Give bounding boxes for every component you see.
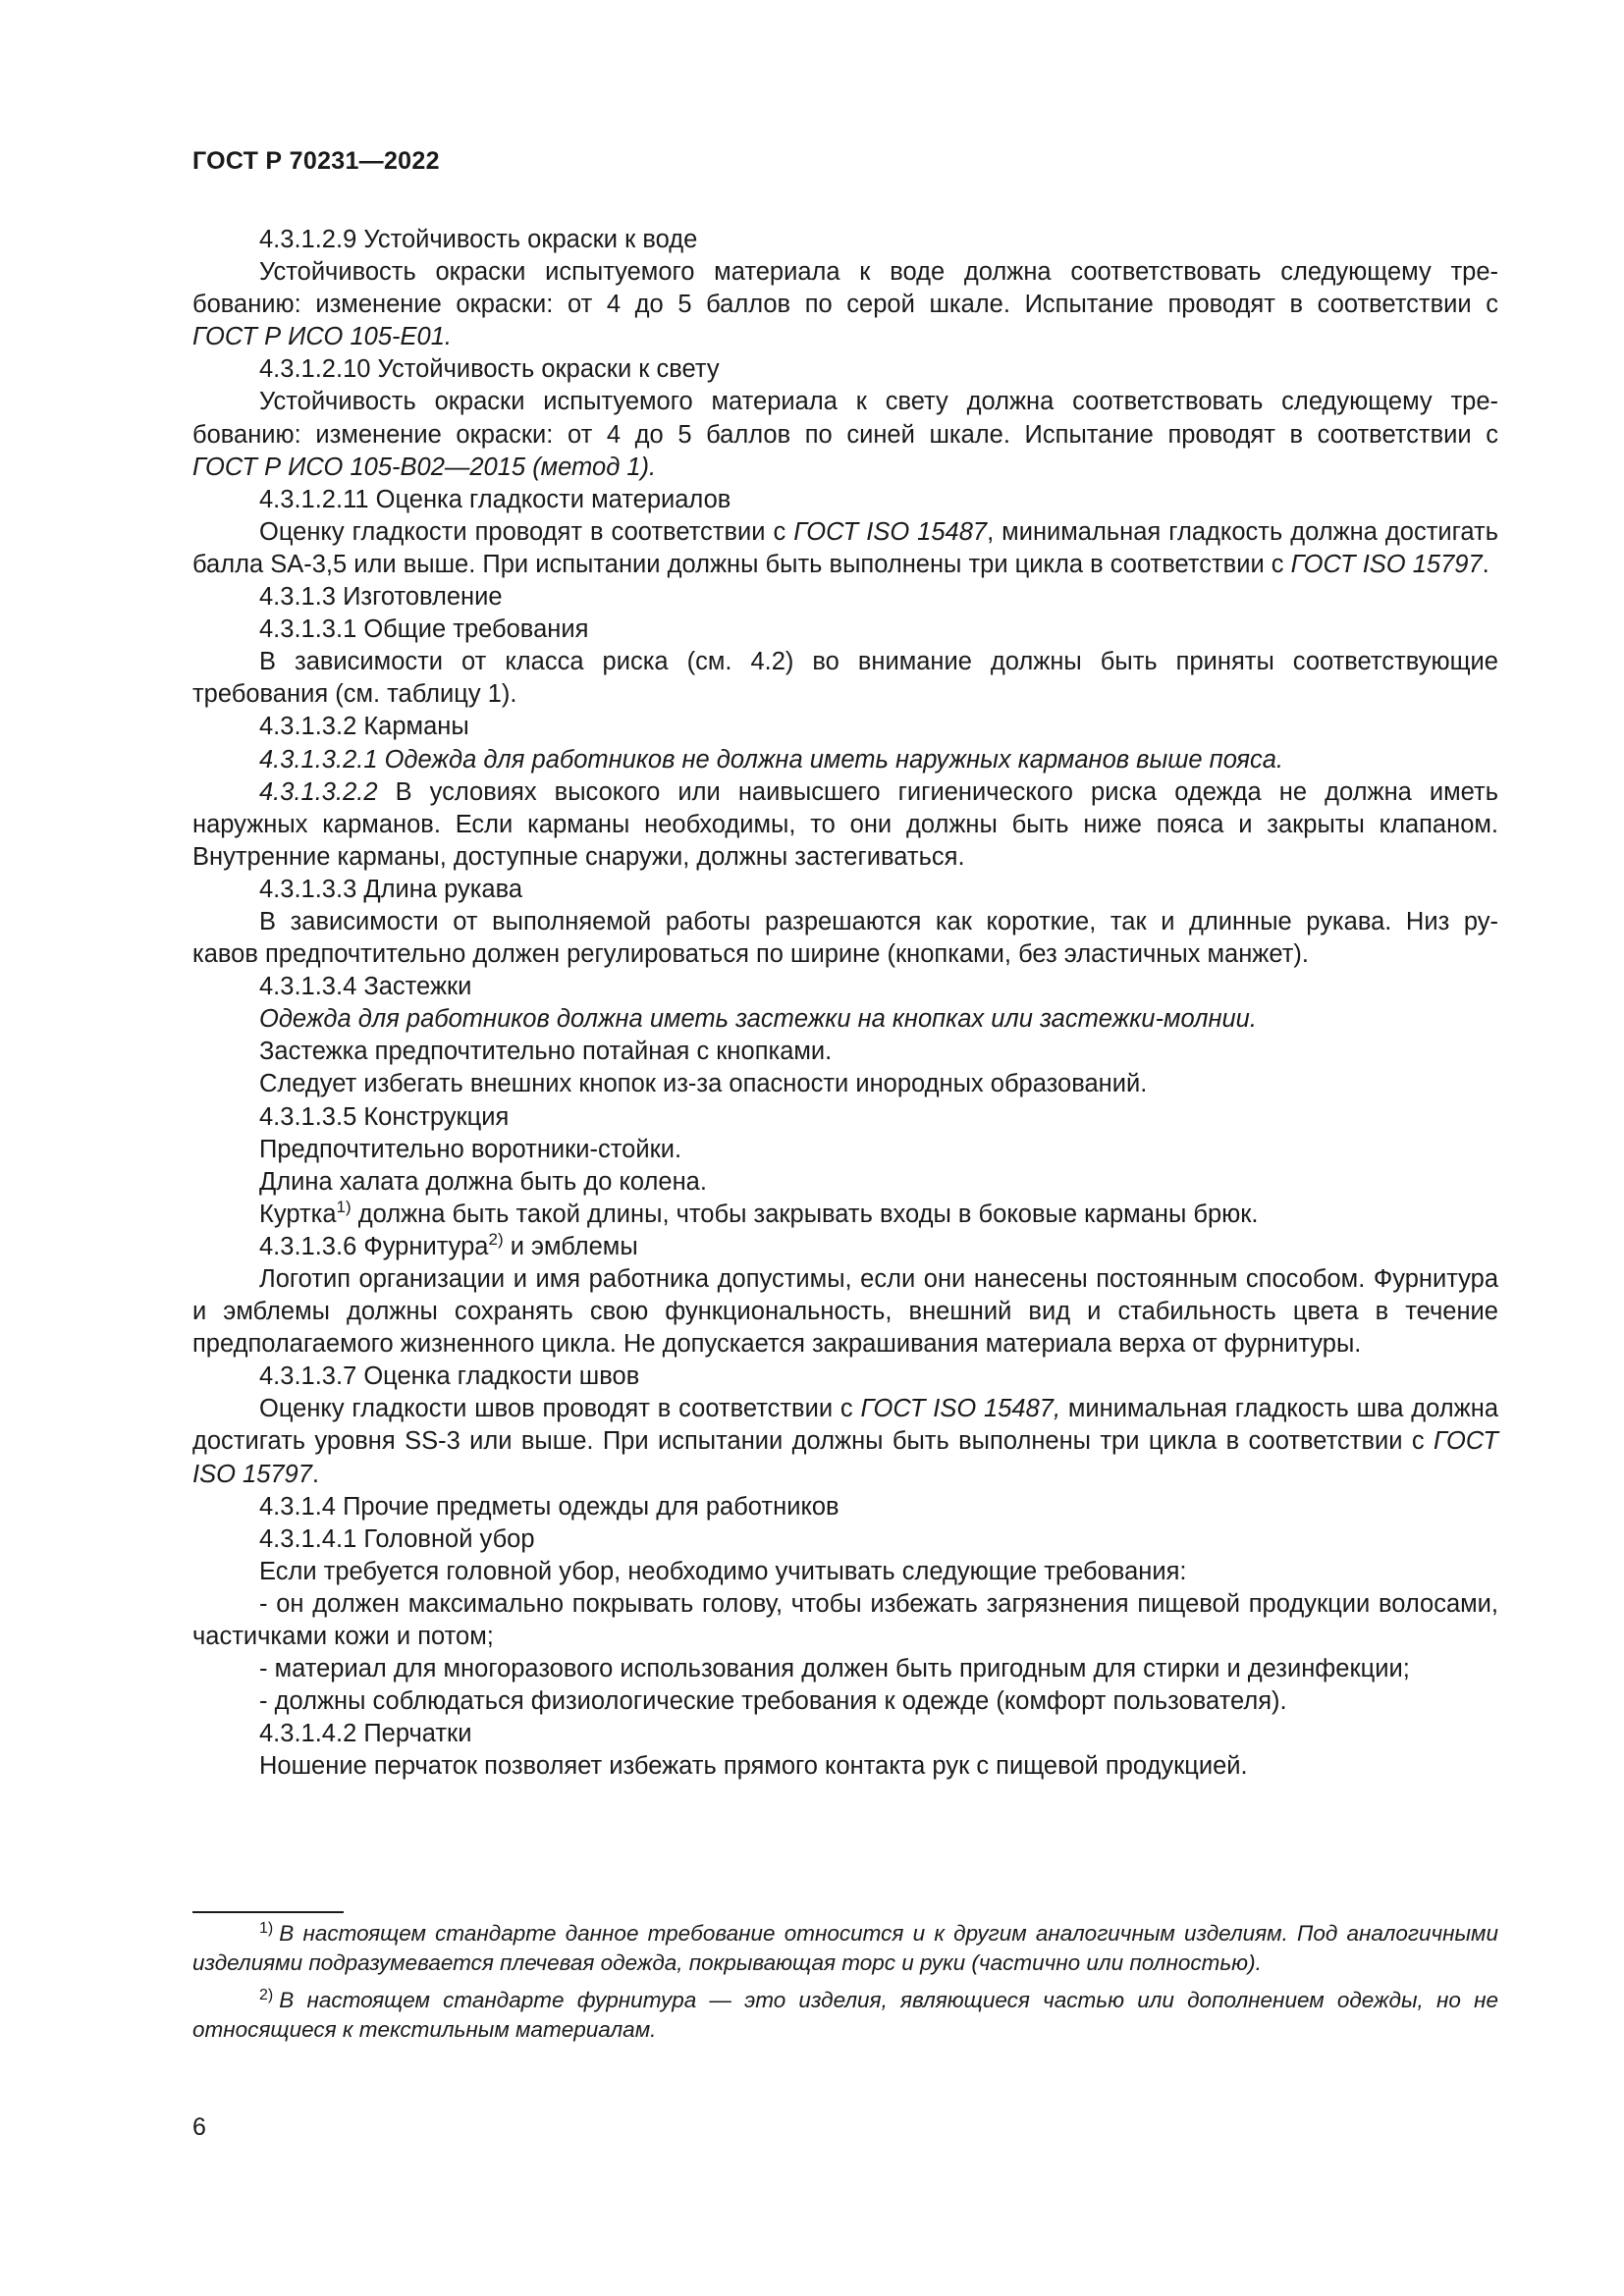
paragraph: кавов предпочтительно должен регулироваться по ширине (кнопками, без эластичных манжет). — [192, 940, 1309, 969]
footnote-ref: 1) — [336, 1197, 352, 1216]
clause-heading: 4.3.1.4.2 Перчатки — [259, 1720, 472, 1748]
page-number: 6 — [192, 2113, 206, 2141]
paragraph: Если требуется головной убор, необходимо учитывать следующие требования: — [259, 1557, 1187, 1585]
paragraph: Ношение перчаток позволяет избежать прямого контакта рук с пищевой продукцией. — [259, 1752, 1248, 1781]
standard-reference: ГОСТ Р ИСО 105-Е01. — [192, 323, 452, 351]
clause-number: 4.3.1.3.2.2 — [259, 777, 378, 806]
clause-heading: 4.3.1.3.7 Оценка гладкости швов — [259, 1362, 640, 1391]
paragraph: бованию: изменение окраски: от 4 до 5 баллов по синей шкале. Испытание проводят в соответствии с — [192, 420, 1498, 449]
paragraph: Следует избегать внешних кнопок из-за опасности инородных образований. — [259, 1070, 1148, 1098]
list-item: - он должен максимально покрывать голову, чтобы избежать загрязнения пищевой продукции волосами, частичками кожи и потом; — [192, 1589, 1498, 1651]
list-item: - должны соблюдаться физиологические требования к одежде (комфорт пользователя). — [259, 1687, 1287, 1716]
standard-reference: ГОСТ ISO 15797 — [192, 1427, 1498, 1488]
standard-reference: ГОСТ ISO 15797 — [1290, 550, 1483, 578]
paragraph: Логотип организации и имя работника допустимы, если они нанесены постоянным способом. Фурнитура и эмблемы должны сохранять свою функциональность, внешний вид и стабильность цвета в течение предполагаемого жизненного цикла. Не допускается закрашивания материала верха от фурнитуры. — [192, 1265, 1498, 1359]
clause-heading: 4.3.1.3.6 Фурнитура$^{2)}$ и эмблемы — [259, 1229, 638, 1260]
footnote-ref: 2) — [488, 1229, 504, 1249]
clause-heading: 4.3.1.4.1 Головной убор — [259, 1524, 535, 1553]
clause-heading: 4.3.1.3 Изготовление — [259, 583, 503, 612]
clause-heading: 4.3.1.3.5 Конструкция — [259, 1102, 510, 1131]
paragraph: 4.3.1.3.2.2 В условиях высокого или наивысшего гигиенического риска одежда не должна иметь наружных карманов. Если карманы необходимы, то они должны быть ниже пояса и закрыты клапаном. Внутренние карманы, доступные снаружи, должны застегиваться. — [192, 777, 1498, 871]
list-item: - материал для многоразового использования должен быть пригодным для стирки и дезинфекции; — [259, 1655, 1410, 1683]
paragraph: Застежка предпочтительно потайная с кнопками. — [259, 1038, 833, 1066]
footnote-separator — [192, 1911, 344, 1913]
standard-reference: ГОСТ ISO 15487 — [793, 517, 988, 546]
paragraph: Длина халата должна быть до колена. — [259, 1167, 707, 1196]
clause-heading: 4.3.1.3.3 Длина рукава — [259, 875, 523, 903]
document-header: ГОСТ Р 70231—2022 — [192, 147, 440, 175]
paragraph: Оценку гладкости проводят в соответствии с ГОСТ ISO 15487, минимальная гладкость должна достигать балла SA-3,5 или выше. При испытании должны быть выполнены три цикла в соответствии с ГОСТ ISO 15797. — [192, 517, 1498, 578]
footnote-mark: 2) — [259, 1987, 274, 2003]
clause-heading: 4.3.1.3.4 Застежки — [259, 973, 472, 1001]
footnote: $^{2)}$ В настоящем стандарте фурнитура — это изделия, являющиеся частью или дополнением одежды, но не относящиеся к текстильным материалам. — [192, 1987, 1498, 2042]
paragraph: Куртка$^{1)}$ должна быть такой длины, чтобы закрывать входы в боковые карманы брюк. — [259, 1197, 1259, 1228]
paragraph: Оценку гладкости швов проводят в соответствии с ГОСТ ISO 15487, минимальная гладкость шва должна достигать уровня SS-3 или выше. При испытании должны быть выполнены три цикла в соответствии с ГОСТ ISO 15797. — [192, 1395, 1498, 1488]
paragraph: Устойчивость окраски испытуемого материала к свету должна соответствовать следующему тре- — [259, 388, 1498, 416]
clause-heading: 4.3.1.2.11 Оценка гладкости материалов — [259, 485, 731, 513]
paragraph: 4.3.1.3.2.1 Одежда для работников не должна иметь наружных карманов выше пояса. — [259, 745, 1283, 774]
clause-heading: 4.3.1.3.1 Общие требования — [259, 615, 589, 644]
paragraph: Одежда для работников должна иметь застежки на кнопках или застежки-молнии. — [259, 1005, 1257, 1034]
footnote-mark: 1) — [259, 1920, 274, 1937]
document-body — [192, 224, 1498, 1784]
paragraph: В зависимости от класса риска (см. 4.2) во внимание должны быть приняты соответствующие требования (см. таблицу 1). — [192, 648, 1498, 709]
paragraph: Устойчивость окраски испытуемого материала к воде должна соответствовать следующему тре- — [259, 258, 1498, 287]
clause-heading: 4.3.1.4 Прочие предметы одежды для работников — [259, 1492, 839, 1521]
paragraph: бованию: изменение окраски: от 4 до 5 баллов по серой шкале. Испытание проводят в соответствии с — [192, 291, 1498, 319]
standard-reference: ГОСТ Р ИСО 105-В02—2015 (метод 1). — [192, 453, 657, 481]
footnote: $^{1)}$ В настоящем стандарте данное требование относится и к другим аналогичным изделиям. Под аналогичными изделиями подразумевается плечевая одежда, покрывающая торс и руки (частично или полностью). — [192, 1920, 1498, 1975]
clause-heading: 4.3.1.2.9 Устойчивость окраски к воде — [259, 226, 698, 253]
clause-heading: 4.3.1.2.10 Устойчивость окраски к свету — [259, 355, 720, 384]
paragraph: Предпочтительно воротники-стойки. — [259, 1135, 682, 1163]
footnotes — [192, 1919, 1498, 2053]
standard-reference: ГОСТ ISO 15487, — [860, 1395, 1061, 1423]
clause-heading: 4.3.1.3.2 Карманы — [259, 713, 469, 741]
paragraph: В зависимости от выполняемой работы разрешаются как короткие, так и длинные рукава. Низ ру- — [259, 907, 1498, 935]
